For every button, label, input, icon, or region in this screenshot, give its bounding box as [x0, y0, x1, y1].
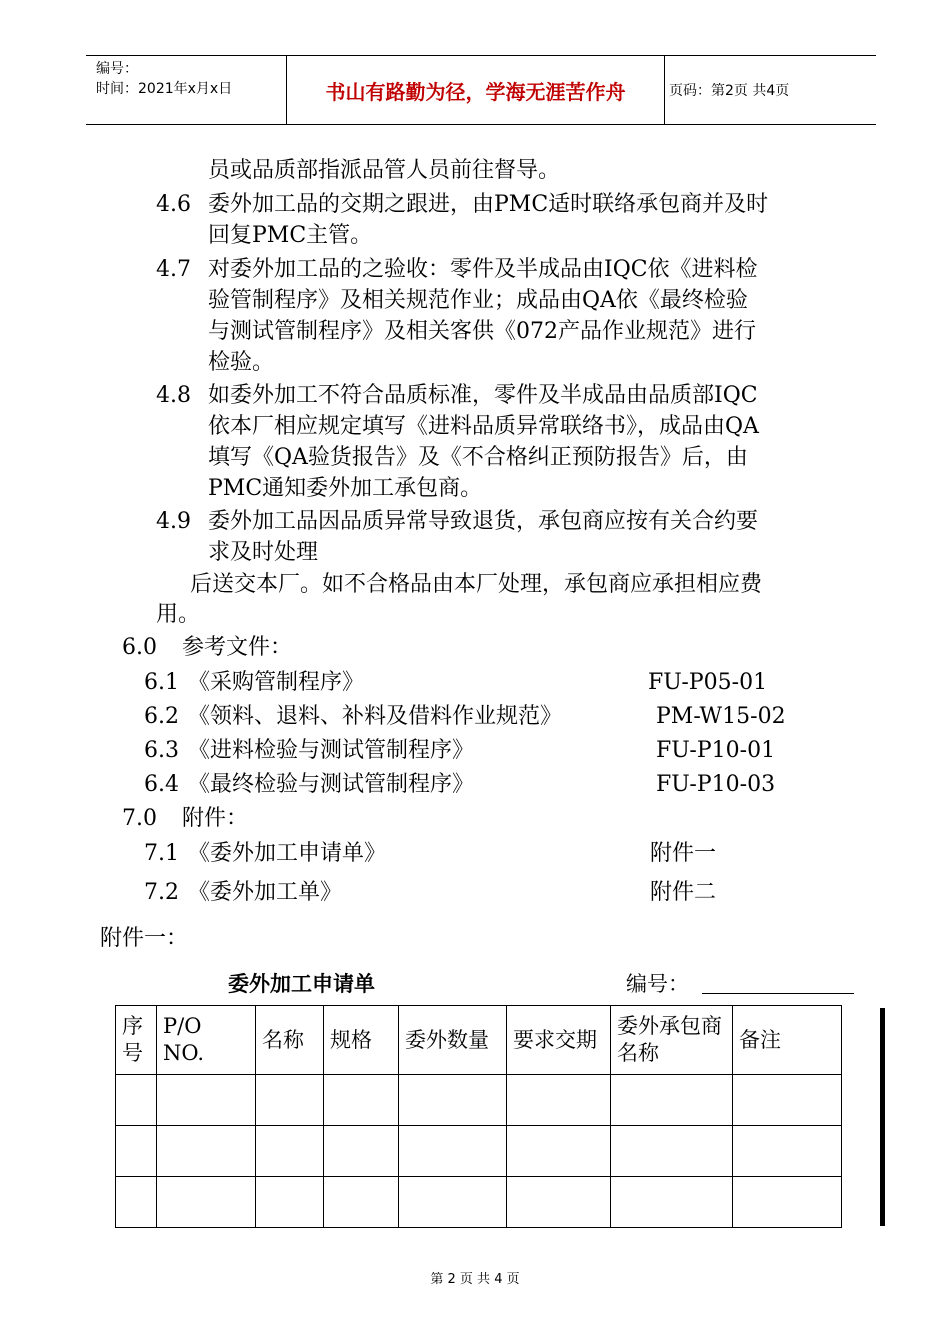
section-title: 参考文件：	[182, 635, 293, 660]
column-header: 要求交期	[507, 1006, 611, 1075]
table-cell[interactable]	[733, 1075, 842, 1126]
header-meta	[96, 59, 232, 99]
table-cell[interactable]	[507, 1075, 611, 1126]
item-text: 对委外加工品的之验收：零件及半成品由IQC依《进料检	[208, 257, 758, 282]
form-number-blank	[702, 993, 854, 994]
item-text: 与测试管制程序》及相关客供《072产品作业规范》进行	[208, 319, 756, 344]
section-title: 附件：	[182, 806, 249, 831]
attachment-number: 7.2	[144, 880, 179, 905]
page-footer: 第 2 页 共 4 页	[430, 1272, 520, 1287]
table-cell[interactable]	[256, 1126, 324, 1177]
ref-title: 《领料、退料、补料及借料作业规范》	[188, 704, 563, 729]
item-number: 4.9	[156, 509, 191, 534]
attachment-ref: 附件一	[650, 841, 717, 866]
ref-number: 6.2	[144, 704, 179, 729]
table-row	[116, 1177, 842, 1228]
ref-number: 6.4	[144, 772, 179, 797]
table-cell[interactable]	[399, 1177, 507, 1228]
column-header: 名称	[256, 1006, 324, 1075]
page-header	[86, 55, 876, 125]
table-cell[interactable]	[733, 1177, 842, 1228]
attachment-title: 《委外加工申请单》	[188, 841, 387, 866]
attachment-number: 7.1	[144, 841, 179, 866]
attachment-ref: 附件二	[650, 880, 717, 905]
item-number: 4.6	[156, 192, 191, 217]
ref-title: 《采购管制程序》	[188, 670, 365, 695]
table-cell[interactable]	[116, 1126, 157, 1177]
header-motto: 书山有路勤为径，学海无涯苦作舟	[286, 56, 665, 124]
item-number: 4.8	[156, 383, 191, 408]
margin-bar	[880, 1008, 885, 1226]
column-header: 备注	[733, 1006, 842, 1075]
column-header: 序号	[116, 1006, 157, 1075]
item-number: 4.7	[156, 257, 191, 282]
attachment-title: 《委外加工单》	[188, 880, 343, 905]
table-cell[interactable]	[157, 1126, 256, 1177]
ref-title: 《进料检验与测试管制程序》	[188, 738, 475, 763]
ref-code: FU-P10-01	[656, 738, 776, 763]
table-cell[interactable]	[399, 1075, 507, 1126]
item-text: 检验。	[208, 350, 275, 375]
column-header: 规格	[324, 1006, 399, 1075]
item-text: 求及时处理	[208, 540, 319, 565]
attachment-label: 附件一：	[100, 926, 189, 951]
item-text: 验管制程序》及相关规范作业；成品由QA依《最终检验	[208, 288, 748, 313]
table-cell[interactable]	[507, 1126, 611, 1177]
table-cell[interactable]	[611, 1075, 733, 1126]
table-cell[interactable]	[324, 1177, 399, 1228]
item-text: 委外加工品的交期之跟进，由PMC适时联络承包商并及时	[208, 192, 769, 217]
table-cell[interactable]	[256, 1177, 324, 1228]
table-cell[interactable]	[324, 1126, 399, 1177]
table-cell[interactable]	[733, 1126, 842, 1177]
table-cell[interactable]	[157, 1075, 256, 1126]
section-number: 6.0	[122, 635, 157, 660]
table-cell[interactable]	[256, 1075, 324, 1126]
table-cell[interactable]	[507, 1177, 611, 1228]
ref-title: 《最终检验与测试管制程序》	[188, 772, 475, 797]
section-number: 7.0	[122, 806, 157, 831]
item-text: 如委外加工不符合品质标准，零件及半成品由品质部IQC	[208, 383, 758, 408]
table-cell[interactable]	[157, 1177, 256, 1228]
tail-text: 后送交本厂。如不合格品由本厂处理，承包商应承担相应费	[190, 572, 763, 597]
ref-code: FU-P10-03	[656, 772, 776, 797]
table-cell[interactable]	[116, 1075, 157, 1126]
item-text: 回复PMC主管。	[208, 223, 373, 248]
item-text: 委外加工品因品质异常导致退货，承包商应按有关合约要	[208, 509, 759, 534]
table-cell[interactable]	[611, 1177, 733, 1228]
table-header-row	[116, 1006, 842, 1075]
column-header: 委外数量	[399, 1006, 507, 1075]
item-text: 依本厂相应规定填写《进料品质异常联络书》，成品由QA	[208, 414, 759, 439]
table-row	[116, 1075, 842, 1126]
form-number-label: 编号：	[626, 972, 689, 996]
ref-code: FU-P05-01	[648, 670, 768, 695]
column-header: P/O NO.	[157, 1006, 256, 1075]
form-title: 委外加工申请单	[228, 972, 375, 996]
table-row	[116, 1126, 842, 1177]
item-text: 填写《QA验货报告》及《不合格纠正预防报告》后，由	[208, 445, 748, 470]
tail-text: 用。	[156, 602, 201, 627]
header-time-label: 时间：2021年x月x日	[96, 81, 233, 97]
ref-number: 6.1	[144, 670, 179, 695]
table-cell[interactable]	[611, 1126, 733, 1177]
column-header: 委外承包商名称	[611, 1006, 733, 1075]
header-page-info: 页码：第2页 共4页	[669, 83, 790, 99]
continuation-line: 员或品质部指派品管人员前往督导。	[208, 158, 561, 183]
application-form-table	[115, 1005, 842, 1228]
ref-number: 6.3	[144, 738, 179, 763]
item-text: PMC通知委外加工承包商。	[208, 476, 483, 501]
table-cell[interactable]	[324, 1075, 399, 1126]
table-cell[interactable]	[399, 1126, 507, 1177]
ref-code: PM-W15-02	[656, 704, 786, 729]
header-number-label: 编号：	[96, 61, 138, 77]
table-cell[interactable]	[116, 1177, 157, 1228]
